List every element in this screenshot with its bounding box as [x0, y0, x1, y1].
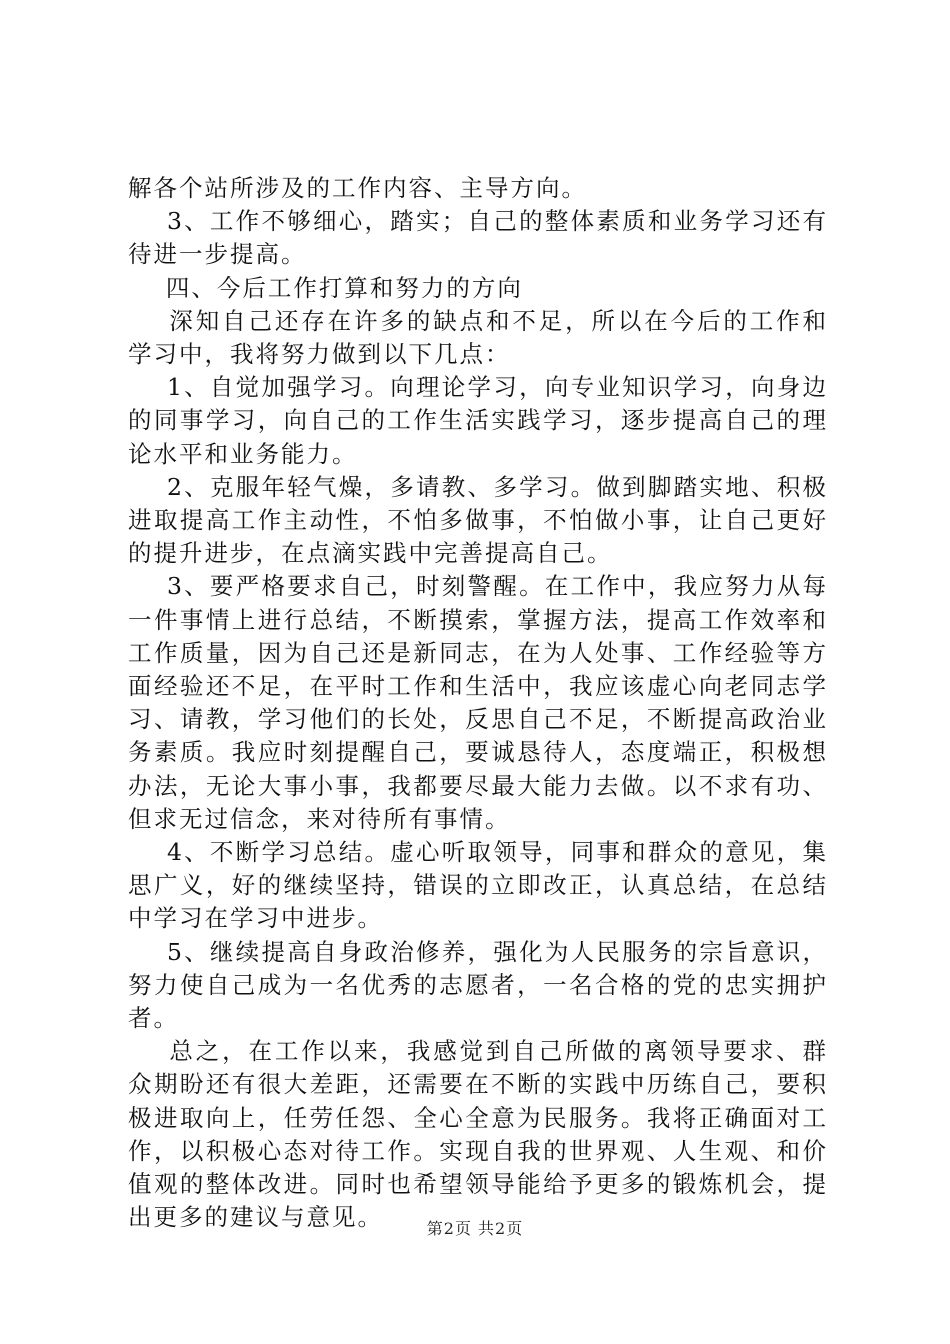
paragraph: 深知自己还存在许多的缺点和不足，所以在今后的工作和学习中，我将努力做到以下几点： — [128, 306, 828, 369]
list-item: 1、自觉加强学习。向理论学习，向专业知识学习，向身边的同事学习，向自己的工作生活实践学习，逐步提高自己的理论水平和业务能力。 — [128, 373, 828, 468]
list-item: 2、克服年轻气燥，多请教、多学习。做到脚踏实地、积极进取提高工作主动性，不怕多做事，不怕做小事，让自己更好的提升进步，在点滴实践中完善提高自己。 — [128, 472, 828, 568]
list-item: 4、不断学习总结。虚心听取领导，同事和群众的意见，集思广义，好的继续坚持，错误的立即改正，认真总结，在总结中学习在学习中进步。 — [128, 838, 828, 933]
list-item: 3、要严格要求自己，时刻警醒。在工作中，我应努力从每一件事情上进行总结，不断摸索，掌握方法，提高工作效率和工作质量，因为自己还是新同志，在为人处事、工作经验等方面经验还不足，在平时工作和生活中，我应该虚心向老同志学习、请教，学习他们的长处，反思自己不足，不断提高政治业务素质。我应时刻提醒自己，要诚恳待人，态度端正，积极想办法，无论大事小事，我都要尽最大能力去做。以不求有功、但求无过信念，来对待所有事情。 — [128, 572, 828, 833]
section-heading: 四、今后工作打算和努力的方向 — [128, 273, 523, 302]
paragraph: 总之，在工作以来，我感觉到自己所做的离领导要求、群众期盼还有很大差距，还需要在不断的实践中历练自己，要积极进取向上，任劳任怨、全心全意为民服务。我将正确面对工作，以积极心态对待工作。实现自我的世界观、人生观、和价值观的整体改进。同时也希望领导能给予更多的锻炼机会，提出更多的建议与意见。 — [128, 1037, 828, 1232]
list-item: 5、继续提高自身政治修养，强化为人民服务的宗旨意识，努力使自己成为一名优秀的志愿者，一名合格的党的忠实拥护者。 — [128, 937, 828, 1033]
document-body — [128, 172, 828, 1235]
paragraph: 解各个站所涉及的工作内容、主导方向。 — [128, 174, 587, 202]
paragraph: 3、工作不够细心，踏实；自己的整体素质和业务学习还有待进一步提高。 — [128, 207, 828, 269]
page-number-footer: 第2页 共2页 — [426, 1219, 524, 1238]
